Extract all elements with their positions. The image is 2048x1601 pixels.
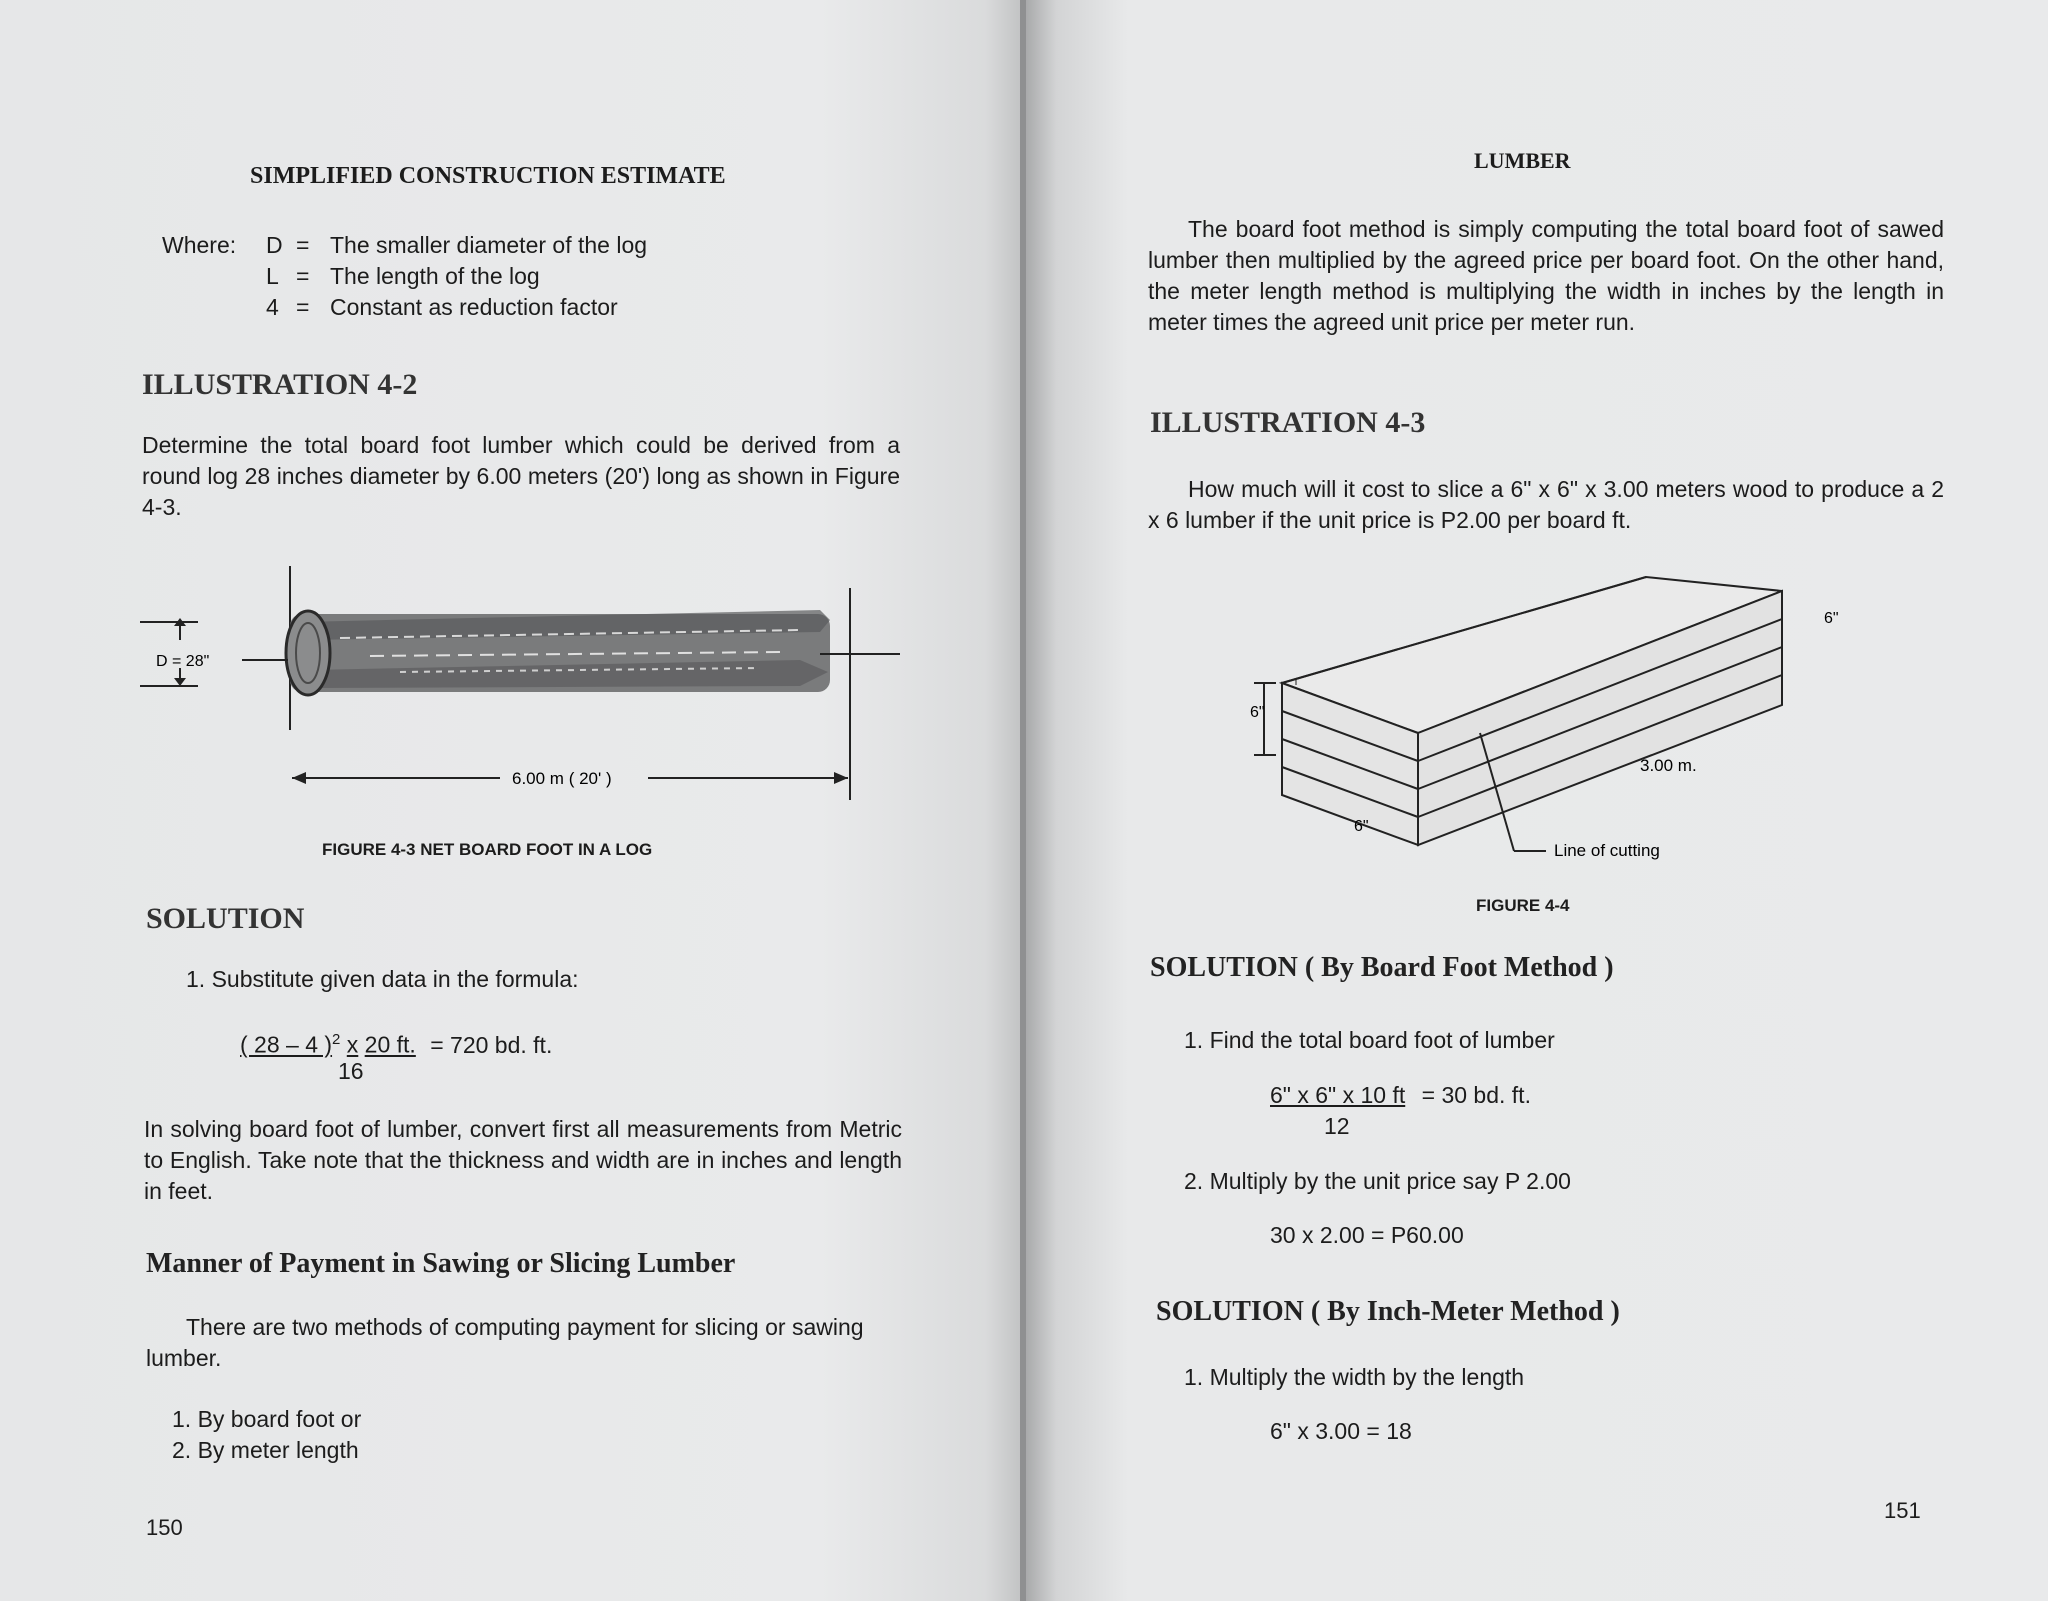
- length-dim-label: 3.00 m.: [1640, 756, 1697, 775]
- formula: [240, 1024, 552, 1061]
- s1-formula-result: = 30 bd. ft.: [1421, 1082, 1531, 1108]
- where-row: 4 = Constant as reduction factor: [266, 294, 618, 320]
- formula-numerator: ( 28 – 4 ): [240, 1031, 333, 1058]
- s1-step-1: 1. Find the total board foot of lumber: [1184, 1027, 1555, 1053]
- where-block: [162, 230, 236, 261]
- formula-exponent: 2: [332, 1031, 341, 1048]
- where-rows: [266, 230, 736, 323]
- illustration-heading: ILLUSTRATION 4-3: [1150, 406, 1426, 439]
- s2-calc: 6" x 3.00 = 18: [1270, 1418, 1412, 1444]
- bottom-label: 6": [1354, 818, 1369, 835]
- intro-text: The board foot method is simply computing the total board foot of sawed lumber then multiplied by the agreed price per board foot. On the other hand, the meter length method is multiplying the width in inches by the length in meter times the agreed unit price per meter run.: [1148, 216, 1944, 335]
- running-head: SIMPLIFIED CONSTRUCTION ESTIMATE: [250, 163, 726, 189]
- list-item: 2. By meter length: [172, 1437, 359, 1463]
- top-label: 6": [1824, 610, 1839, 627]
- cut-label: Line of cutting: [1554, 841, 1660, 860]
- payment-text: There are two methods of computing payment for slicing or sawing lumber.: [146, 1314, 864, 1371]
- log-figure: [140, 560, 920, 820]
- s1-step-2: 2. Multiply by the unit price say P 2.00: [1184, 1168, 1571, 1194]
- solution1-heading: SOLUTION ( By Board Foot Method ): [1150, 952, 1614, 983]
- formula-times: x: [346, 1031, 359, 1058]
- diameter-label: D = 28": [156, 653, 210, 670]
- step-1: 1. Substitute given data in the formula:: [186, 966, 579, 992]
- formula-result: = 720 bd. ft.: [430, 1031, 553, 1058]
- s1-formula-numerator: 6" x 6" x 10 ft: [1270, 1082, 1406, 1108]
- right-page: [1026, 0, 2048, 1601]
- payment-heading: Manner of Payment in Sawing or Slicing Lumber: [146, 1248, 736, 1279]
- figure-caption: FIGURE 4-3 NET BOARD FOOT IN A LOG: [322, 840, 653, 859]
- running-head: LUMBER: [1474, 148, 1571, 173]
- problem-text: How much will it cost to slice a 6" x 6" x 3.00 meters wood to produce a 2 x 6 lumber if the unit price is P2.00 per board ft.: [1148, 476, 1944, 533]
- s2-step-1: 1. Multiply the width by the length: [1184, 1364, 1525, 1390]
- where-row: L = The length of the log: [266, 263, 540, 289]
- side-label: 6": [1250, 704, 1265, 721]
- length-label: 6.00 m ( 20' ): [512, 769, 612, 788]
- figure-caption: FIGURE 4-4: [1476, 896, 1570, 915]
- where-row: D = The smaller diameter of the log: [266, 232, 648, 258]
- solution2-heading: SOLUTION ( By Inch-Meter Method ): [1156, 1296, 1620, 1327]
- methods-list: [172, 1404, 361, 1466]
- problem-text: Determine the total board foot lumber which could be derived from a round log 28 inches diameter by 6.00 meters (20') long as shown in Figure 4-3.: [142, 432, 900, 520]
- s1-formula: [1270, 1080, 1531, 1111]
- note-text: In solving board foot of lumber, convert first all measurements from Metric to English. Take note that the thickness and width are in inches and length in feet.: [144, 1116, 902, 1204]
- formula-length: 20 ft.: [364, 1031, 416, 1058]
- where-label: Where:: [162, 232, 237, 258]
- solution-heading: SOLUTION: [146, 902, 305, 935]
- illustration-heading: ILLUSTRATION 4-2: [142, 368, 418, 401]
- s1-calc: 30 x 2.00 = P60.00: [1270, 1222, 1464, 1248]
- page-number: 151: [1884, 1498, 1921, 1523]
- page-number: 150: [146, 1515, 183, 1540]
- list-item: 1. By board foot or: [172, 1406, 362, 1432]
- formula-denominator: 16: [338, 1058, 364, 1084]
- s1-formula-denominator: 12: [1324, 1113, 1350, 1139]
- timber-figure: [1176, 565, 1876, 865]
